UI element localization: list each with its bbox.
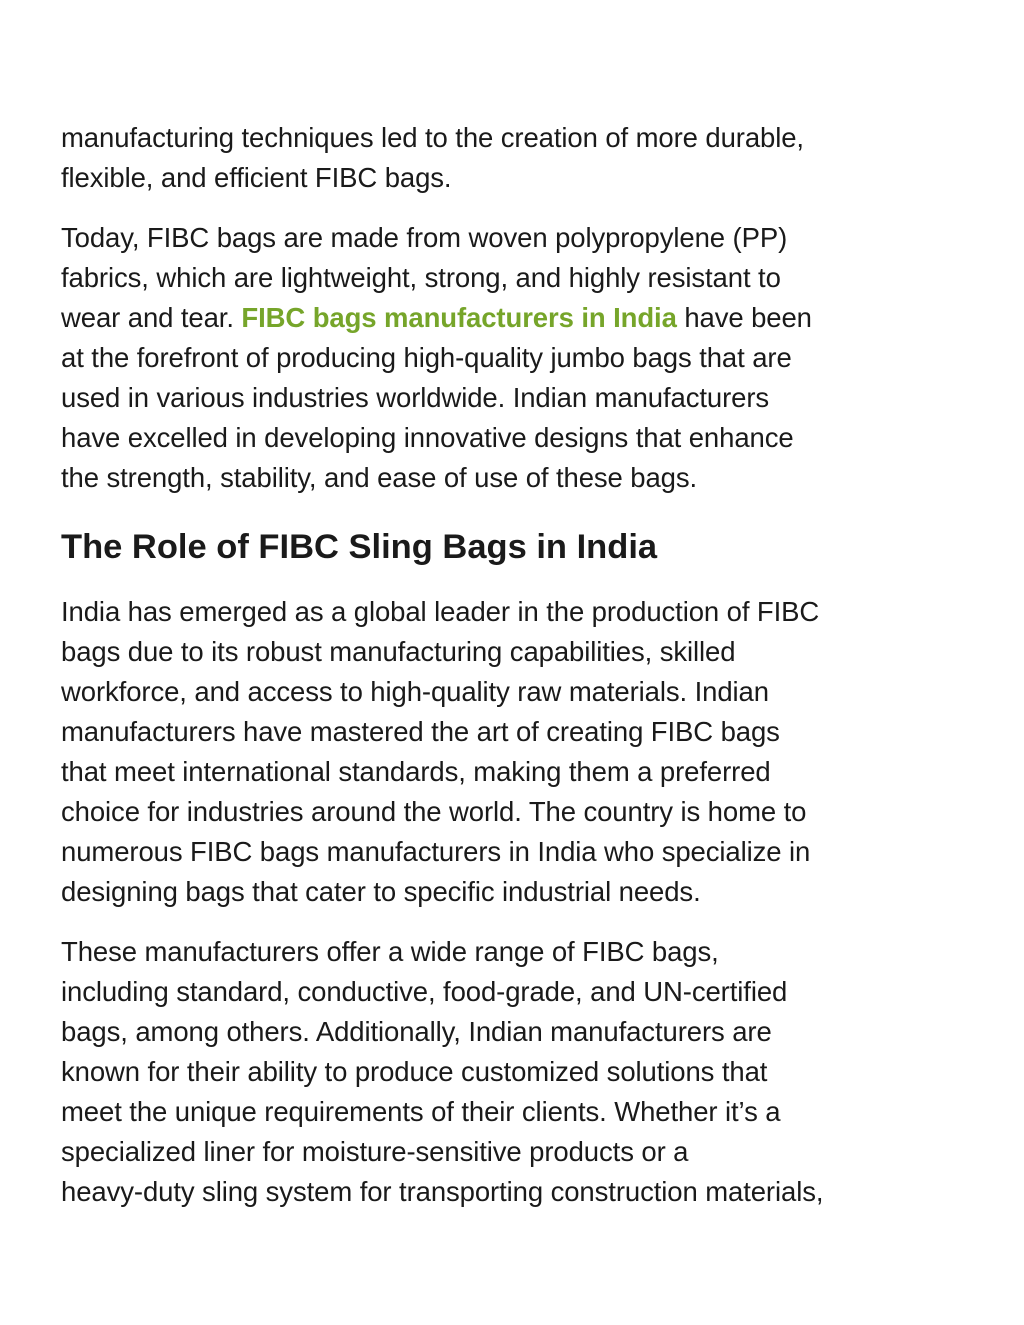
text-line: known for their ability to produce customized solutions that bbox=[61, 1056, 768, 1087]
text-line: have excelled in developing innovative designs that enhance bbox=[61, 422, 794, 453]
paragraph-india-global-leader bbox=[61, 592, 961, 912]
text-line: choice for industries around the world. The country is home to bbox=[61, 796, 807, 827]
text-line: at the forefront of producing high-quality jumbo bags that are bbox=[61, 342, 792, 373]
text-line: meet the unique requirements of their clients. Whether it’s a bbox=[61, 1096, 781, 1127]
text-line: These manufacturers offer a wide range of FIBC bags, bbox=[61, 936, 719, 967]
text-line: numerous FIBC bags manufacturers in India who specialize in bbox=[61, 836, 811, 867]
text-line: manufacturing techniques led to the creation of more durable, bbox=[61, 122, 804, 153]
text-line: that meet international standards, making them a preferred bbox=[61, 756, 771, 787]
text-segment: wear and tear. bbox=[61, 302, 242, 333]
paragraph-manufacturing-techniques bbox=[61, 118, 961, 198]
text-line: flexible, and efficient FIBC bags. bbox=[61, 162, 452, 193]
document-page bbox=[61, 118, 961, 1212]
paragraph-today-fibc-bags bbox=[61, 218, 961, 498]
text-line: bags due to its robust manufacturing capabilities, skilled bbox=[61, 636, 736, 667]
text-line bbox=[61, 298, 961, 338]
text-segment: have been bbox=[676, 302, 812, 333]
section-heading: The Role of FIBC Sling Bags in India bbox=[61, 528, 658, 566]
text-line: manufacturers have mastered the art of creating FIBC bags bbox=[61, 716, 780, 747]
text-line: heavy-duty sling system for transporting construction materials, bbox=[61, 1176, 824, 1207]
text-line: including standard, conductive, food-grade, and UN-certified bbox=[61, 976, 788, 1007]
text-line: designing bags that cater to specific industrial needs. bbox=[61, 876, 701, 907]
text-line: bags, among others. Additionally, Indian manufacturers are bbox=[61, 1016, 772, 1047]
text-line: used in various industries worldwide. Indian manufacturers bbox=[61, 382, 770, 413]
paragraph-manufacturers-offer bbox=[61, 932, 961, 1212]
text-line: the strength, stability, and ease of use of these bags. bbox=[61, 462, 698, 493]
text-line: workforce, and access to high-quality raw materials. Indian bbox=[61, 676, 769, 707]
text-line: specialized liner for moisture-sensitive products or a bbox=[61, 1136, 689, 1167]
text-line: fabrics, which are lightweight, strong, and highly resistant to bbox=[61, 262, 781, 293]
text-line: Today, FIBC bags are made from woven polypropylene (PP) bbox=[61, 222, 788, 253]
fibc-manufacturers-link[interactable]: FIBC bags manufacturers in India bbox=[241, 302, 677, 333]
text-line: India has emerged as a global leader in the production of FIBC bbox=[61, 596, 820, 627]
